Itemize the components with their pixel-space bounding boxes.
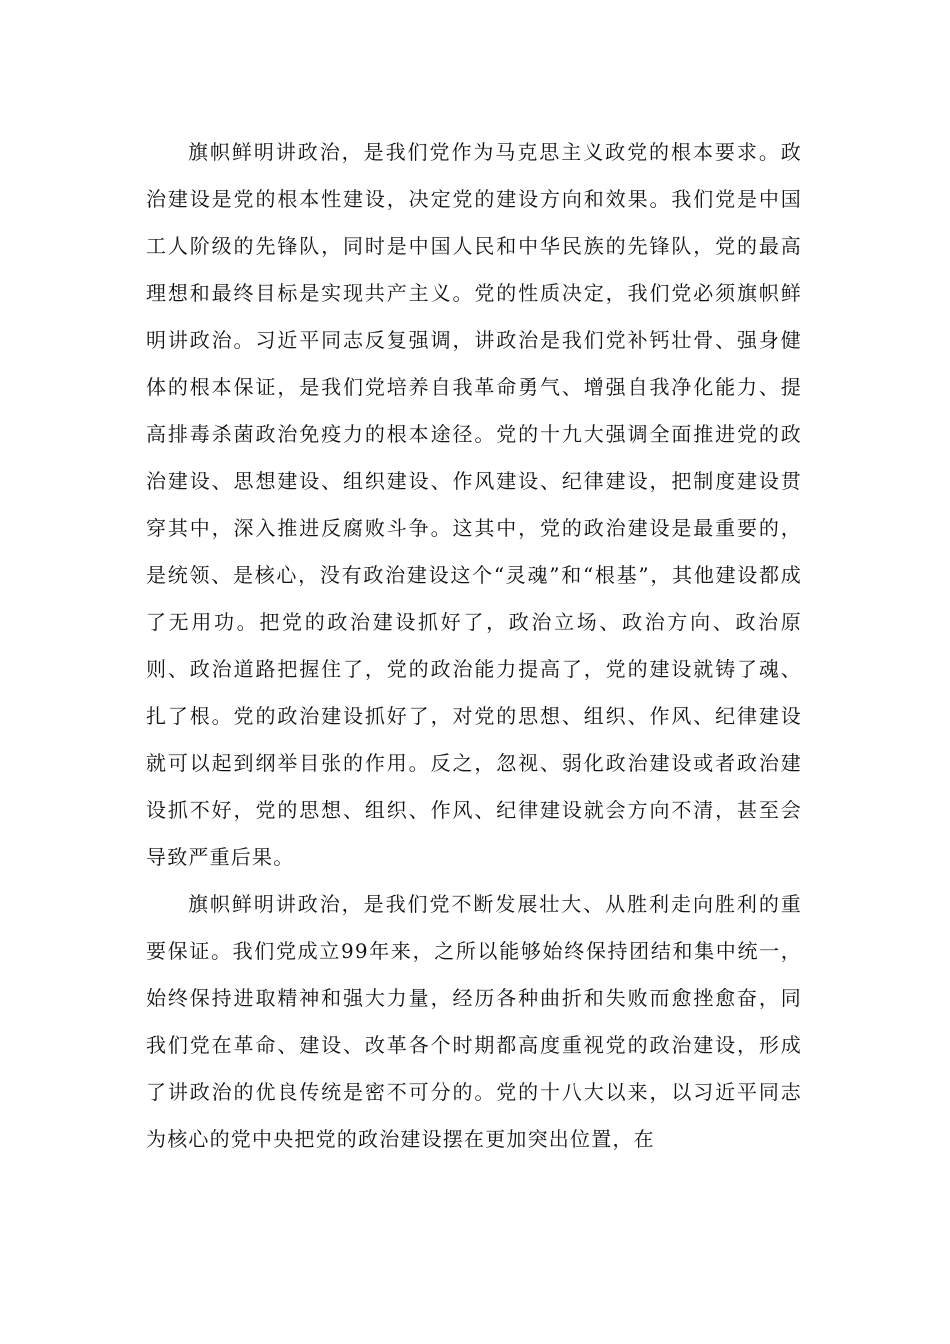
paragraph-2: 旗帜鲜明讲政治，是我们党不断发展壮大、从胜利走向胜利的重要保证。我们党成立99年来，之所以能够始终保持团结和集中统一，始终保持进取精神和强大力量，经历各种曲折和失败而愈挫愈奋，同我们党在革命、建设、改革各个时期都高度重视党的政治建设，形成了讲政治的优良传统是密不可分的。党的十八大以来，以习近平同志为核心的党中央把党的政治建设摆在更加突出位置，在 (146, 892, 802, 1151)
document-body (146, 129, 802, 1163)
paragraph-1: 旗帜鲜明讲政治，是我们党作为马克思主义政党的根本要求。政治建设是党的根本性建设，决定党的建设方向和效果。我们党是中国工人阶级的先锋队，同时是中国人民和中华民族的先锋队，党的最高理想和最终目标是实现共产主义。党的性质决定，我们党必须旗帜鲜明讲政治。习近平同志反复强调，讲政治是我们党补钙壮骨、强身健体的根本保证，是我们党培养自我革命勇气、增强自我净化能力、提高排毒杀菌政治免疫力的根本途径。党的十九大强调全面推进党的政治建设、思想建设、组织建设、作风建设、纪律建设，把制度建设贯穿其中，深入推进反腐败斗争。这其中，党的政治建设是最重要的，是统领、是核心，没有政治建设这个“灵魂”和“根基”，其他建设都成了无用功。把党的政治建设抓好了，政治立场、政治方向、政治原则、政治道路把握住了，党的政治能力提高了，党的建设就铸了魂、扎了根。党的政治建设抓好了，对党的思想、组织、作风、纪律建设就可以起到纲举目张的作用。反之，忽视、弱化政治建设或者政治建设抓不好，党的思想、组织、作风、纪律建设就会方向不清，甚至会导致严重后果。 (146, 140, 802, 869)
